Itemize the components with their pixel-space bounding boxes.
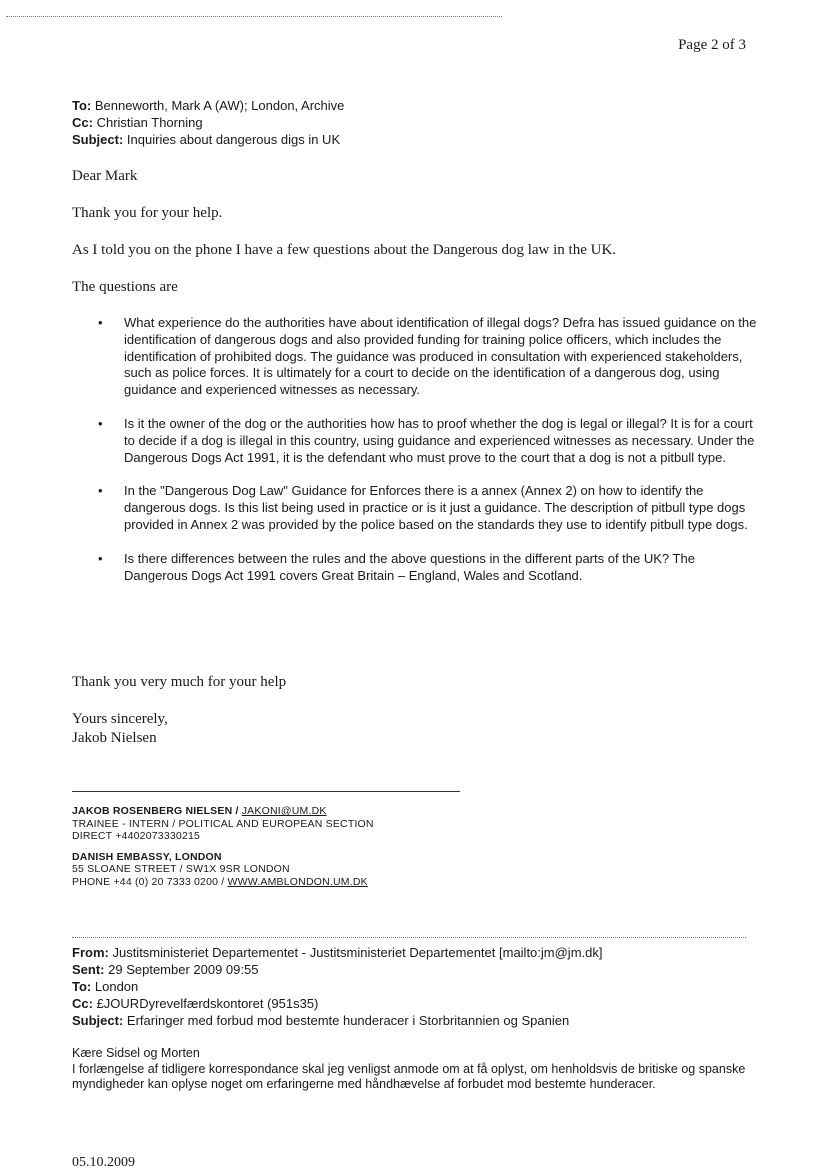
sent-value: 29 September 2009 09:55 (108, 962, 259, 977)
to-line (72, 978, 602, 995)
sig-address: 55 SLOANE STREET / SW1X 9SR LONDON (72, 863, 290, 875)
subject-value: Erfaringer med forbud mod bestemte hunderacer i Storbritannien og Spanien (126, 1013, 570, 1028)
sig-name: JAKOB ROSENBERG NIELSEN / (72, 805, 242, 817)
cc-line (72, 114, 344, 131)
subject-value: Inquiries about dangerous digs in UK (126, 132, 341, 147)
from-label: From: (72, 945, 109, 960)
to-line (72, 97, 344, 114)
closing-thanks: Thank you very much for your help (72, 674, 287, 690)
bullet-glyph: • (98, 315, 103, 330)
cc-value: £JOURDyrevelfærdskontoret (951s35) (96, 996, 319, 1011)
questions-heading: The questions are (72, 279, 178, 295)
from-value: Justitsministeriet Departementet - Justitsministeriet Departementet [mailto:jm@jm.dk] (112, 945, 603, 960)
sig-direct: DIRECT +4402073330215 (72, 830, 201, 842)
sig-org-name: DANISH EMBASSY, LONDON (72, 850, 222, 863)
cc-label: Cc: (72, 996, 93, 1011)
sig-org (72, 851, 374, 864)
sent-label: Sent: (72, 962, 105, 977)
sig-web-link[interactable]: WWW.AMBLONDON.UM.DK (227, 875, 368, 888)
bullet-glyph: • (98, 550, 103, 566)
sig-name-line (72, 805, 374, 818)
sig-phone-line (72, 876, 374, 889)
to-value: Benneworth, Mark A (AW); London, Archive (94, 98, 345, 113)
subject-label: Subject: (72, 1013, 124, 1028)
to-label: To: (72, 979, 92, 994)
question-text: In the "Dangerous Dog Law" Guidance for Enforces there is a annex (Annex 2) on how to identify the dangerous dogs. Is this list being used in practice or is it just a guidance. The description of pitbull type dogs provided in Annex 2 was provided by the police based on the standards they use to identify pitbull type dogs. (124, 483, 748, 532)
list-item (98, 416, 758, 466)
thanks-paragraph: Thank you for your help. (72, 205, 223, 221)
page-number: Page 2 of 3 (678, 37, 746, 53)
cc-line (72, 995, 602, 1012)
forward-dotted-rule (72, 937, 746, 938)
list-item (98, 551, 758, 585)
signature-name: Jakob Nielsen (72, 730, 157, 746)
to-label: To: (72, 98, 92, 113)
sig-title: TRAINEE - INTERN / POLITICAL AND EUROPEAN SECTION (72, 817, 374, 830)
bullet-glyph: • (98, 415, 103, 431)
sig-phone: PHONE +44 (0) 20 7333 0200 / (72, 875, 228, 888)
bullet-glyph: • (98, 483, 103, 499)
danish-body: I forlængelse af tidligere korrespondance skal jeg venligst anmode om at få oplyst, om henholdsvis de britiske og spanske myndigheder kan oplyse noget om erfaringerne med håndhævelse af forbudet mod bestemte hunderacer. (72, 1061, 746, 1091)
question-list (98, 315, 758, 601)
to-value: London (94, 979, 139, 994)
list-item (98, 315, 758, 399)
sig-email-link[interactable]: JAKONI@UM.DK (241, 805, 327, 817)
cc-label: Cc: (72, 115, 93, 130)
question-text: Is it the owner of the dog or the authorities how has to proof whether the dog is legal or illegal? It is for a court to decide if a dog is illegal in this country, using guidance and experienced witnesses as necessary. Under the Dangerous Dogs Act 1991, it is the defendant who must prove to the court that a dog is not a pitbull type. (124, 415, 755, 465)
subject-label: Subject: (72, 132, 124, 147)
question-text: What experience do the authorities have about identification of illegal dogs? Defra has issued guidance on the identification of dangerous dogs and also provided funding for training police officers, which includes the identification of prohibited dogs. The guidance was produced in consultation with experienced stakeholders, such as police forces. It is ultimately for a court to decide on the identification of a dangerous dog, using guidance and experienced witnesses as necessary. (124, 315, 757, 398)
footer-date: 05.10.2009 (72, 1155, 135, 1170)
list-item (98, 483, 758, 533)
signature-divider (72, 791, 460, 792)
top-dotted-rule (6, 16, 502, 17)
email-header (72, 97, 344, 148)
subject-line (72, 131, 344, 148)
subject-line (72, 1012, 602, 1029)
danish-greeting: Kære Sidsel og Morten (72, 1046, 200, 1060)
signature-block (72, 805, 374, 888)
closing-sincerely: Yours sincerely, (72, 711, 168, 727)
danish-message (72, 1046, 752, 1093)
sig-spacer (72, 843, 374, 851)
intro-paragraph: As I told you on the phone I have a few questions about the Dangerous dog law in the UK. (72, 242, 617, 258)
salutation: Dear Mark (72, 168, 138, 184)
forwarded-header (72, 944, 602, 1029)
question-text: Is there differences between the rules and the above questions in the different parts of the UK? The Dangerous Dogs Act 1991 covers Great Britain – England, Wales and Scotland. (124, 550, 695, 583)
cc-value: Christian Thorning (96, 115, 203, 130)
sent-line (72, 961, 602, 978)
from-line (72, 944, 602, 961)
